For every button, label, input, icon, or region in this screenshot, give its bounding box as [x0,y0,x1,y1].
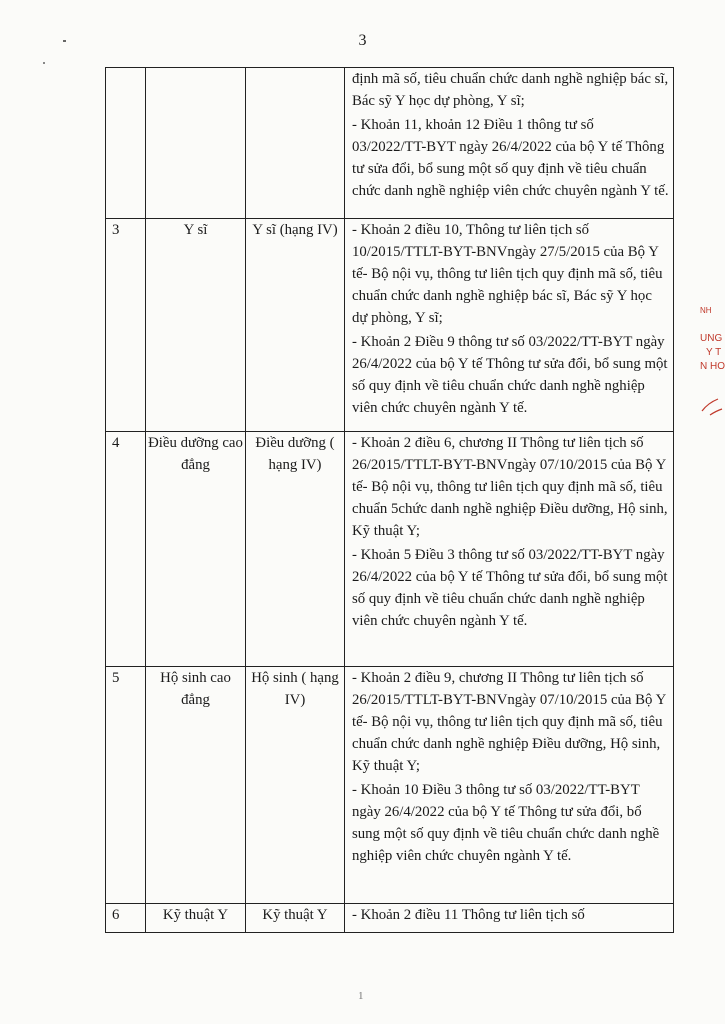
position-name-cell [146,68,246,219]
legal-basis-cell [345,219,674,432]
scan-speck [43,62,45,64]
table-row [106,667,674,904]
stamp-arc-icon [698,385,725,421]
stamp-text: Y T [706,347,722,358]
position-name-cell: Điều dưỡng cao đẳng [146,432,246,667]
legal-basis-cell [345,904,674,933]
legal-basis-item: - Khoản 2 điều 9, chương II Thông tư liên tịch số 26/2015/TTLT-BYT-BNVngày 07/10/2015 của Bộ Y tế- Bộ nội vụ, thông tư liên tịch quy định mã số, tiêu chuẩn chức danh nghề nghiệp Điều dưỡng, Hộ sinh, Kỹ thuật Y; [352,670,666,774]
table-row [106,432,674,667]
table-row [106,68,674,219]
legal-basis-cell [345,68,674,219]
legal-basis-item: - Khoản 10 Điều 3 thông tư số 03/2022/TT-BYT ngày 26/4/2022 của bộ Y tế Thông tư sửa đổi, bổ sung một số quy định về tiêu chuẩn chức danh nghề nghiệp viên chức chuyên ngành Y tế. [352,782,660,864]
legal-basis-item: - Khoản 2 Điều 9 thông tư số 03/2022/TT-BYT ngày 26/4/2022 của bộ Y tế Thông tư sửa đổi, bổ sung một số quy định về tiêu chuẩn chức danh nghề nghiệp viên chức chuyên ngành Y tế. [352,334,668,416]
legal-basis-item: - Khoản 2 điều 6, chương II Thông tư liên tịch số 26/2015/TTLT-BYT-BNVngày 07/10/2015 của Bộ Y tế- Bộ nội vụ, thông tư liên tịch quy định mã số, tiêu chuẩn 5chức danh nghề nghiệp Điều dưỡng, Hộ sinh, Kỹ thuật Y; [352,435,668,539]
position-name-cell: Hộ sinh cao đẳng [146,667,246,904]
stt-cell: 5 [106,667,146,904]
stamp-text: N HO [700,361,725,372]
qualification-table [105,67,674,933]
rank-cell: Hộ sinh ( hạng IV) [246,667,345,904]
table-row [106,219,674,432]
legal-basis-item: - Khoản 5 Điều 3 thông tư số 03/2022/TT-BYT ngày 26/4/2022 của bộ Y tế Thông tư sửa đổi, bổ sung một số quy định về tiêu chuẩn chức danh nghề nghiệp viên chức chuyên ngành Y tế. [352,547,668,629]
stamp-text: NH [700,306,712,315]
rank-cell: Điều dưỡng ( hạng IV) [246,432,345,667]
stamp-text: UNG [700,333,723,344]
rank-cell: Y sĩ (hạng IV) [246,219,345,432]
legal-basis-cell [345,432,674,667]
legal-basis-item: - Khoản 11, khoản 12 Điều 1 thông tư số 03/2022/TT-BYT ngày 26/4/2022 của bộ Y tế Thông tư sửa đổi, bổ sung một số quy định về tiêu chuẩn chức danh nghề nghiệp viên chức chuyên ngành Y tế. [352,117,669,199]
table-row [106,904,674,933]
footer-mark: 1 [358,990,364,1002]
legal-basis-item: định mã số, tiêu chuẩn chức danh nghề nghiệp bác sĩ, Bác sỹ Y học dự phòng, Y sĩ; [352,71,669,109]
stt-cell: 3 [106,219,146,432]
stt-cell [106,68,146,219]
rank-cell: Kỹ thuật Y [246,904,345,933]
page-number: 3 [358,32,367,49]
rank-cell [246,68,345,219]
legal-basis-item: - Khoản 2 điều 11 Thông tư liên tịch số [352,907,585,923]
position-name-cell: Y sĩ [146,219,246,432]
legal-basis-cell [345,667,674,904]
position-name-cell: Kỹ thuật Y [146,904,246,933]
stt-cell: 6 [106,904,146,933]
stt-cell: 4 [106,432,146,667]
legal-basis-item: - Khoản 2 điều 10, Thông tư liên tịch số 10/2015/TTLT-BYT-BNVngày 27/5/2015 của Bộ Y tế- Bộ nội vụ, thông tư liên tịch quy định mã số, tiêu chuẩn chức danh nghề nghiệp bác sĩ, Bác sỹ Y học dự phòng, Y sĩ; [352,222,663,326]
